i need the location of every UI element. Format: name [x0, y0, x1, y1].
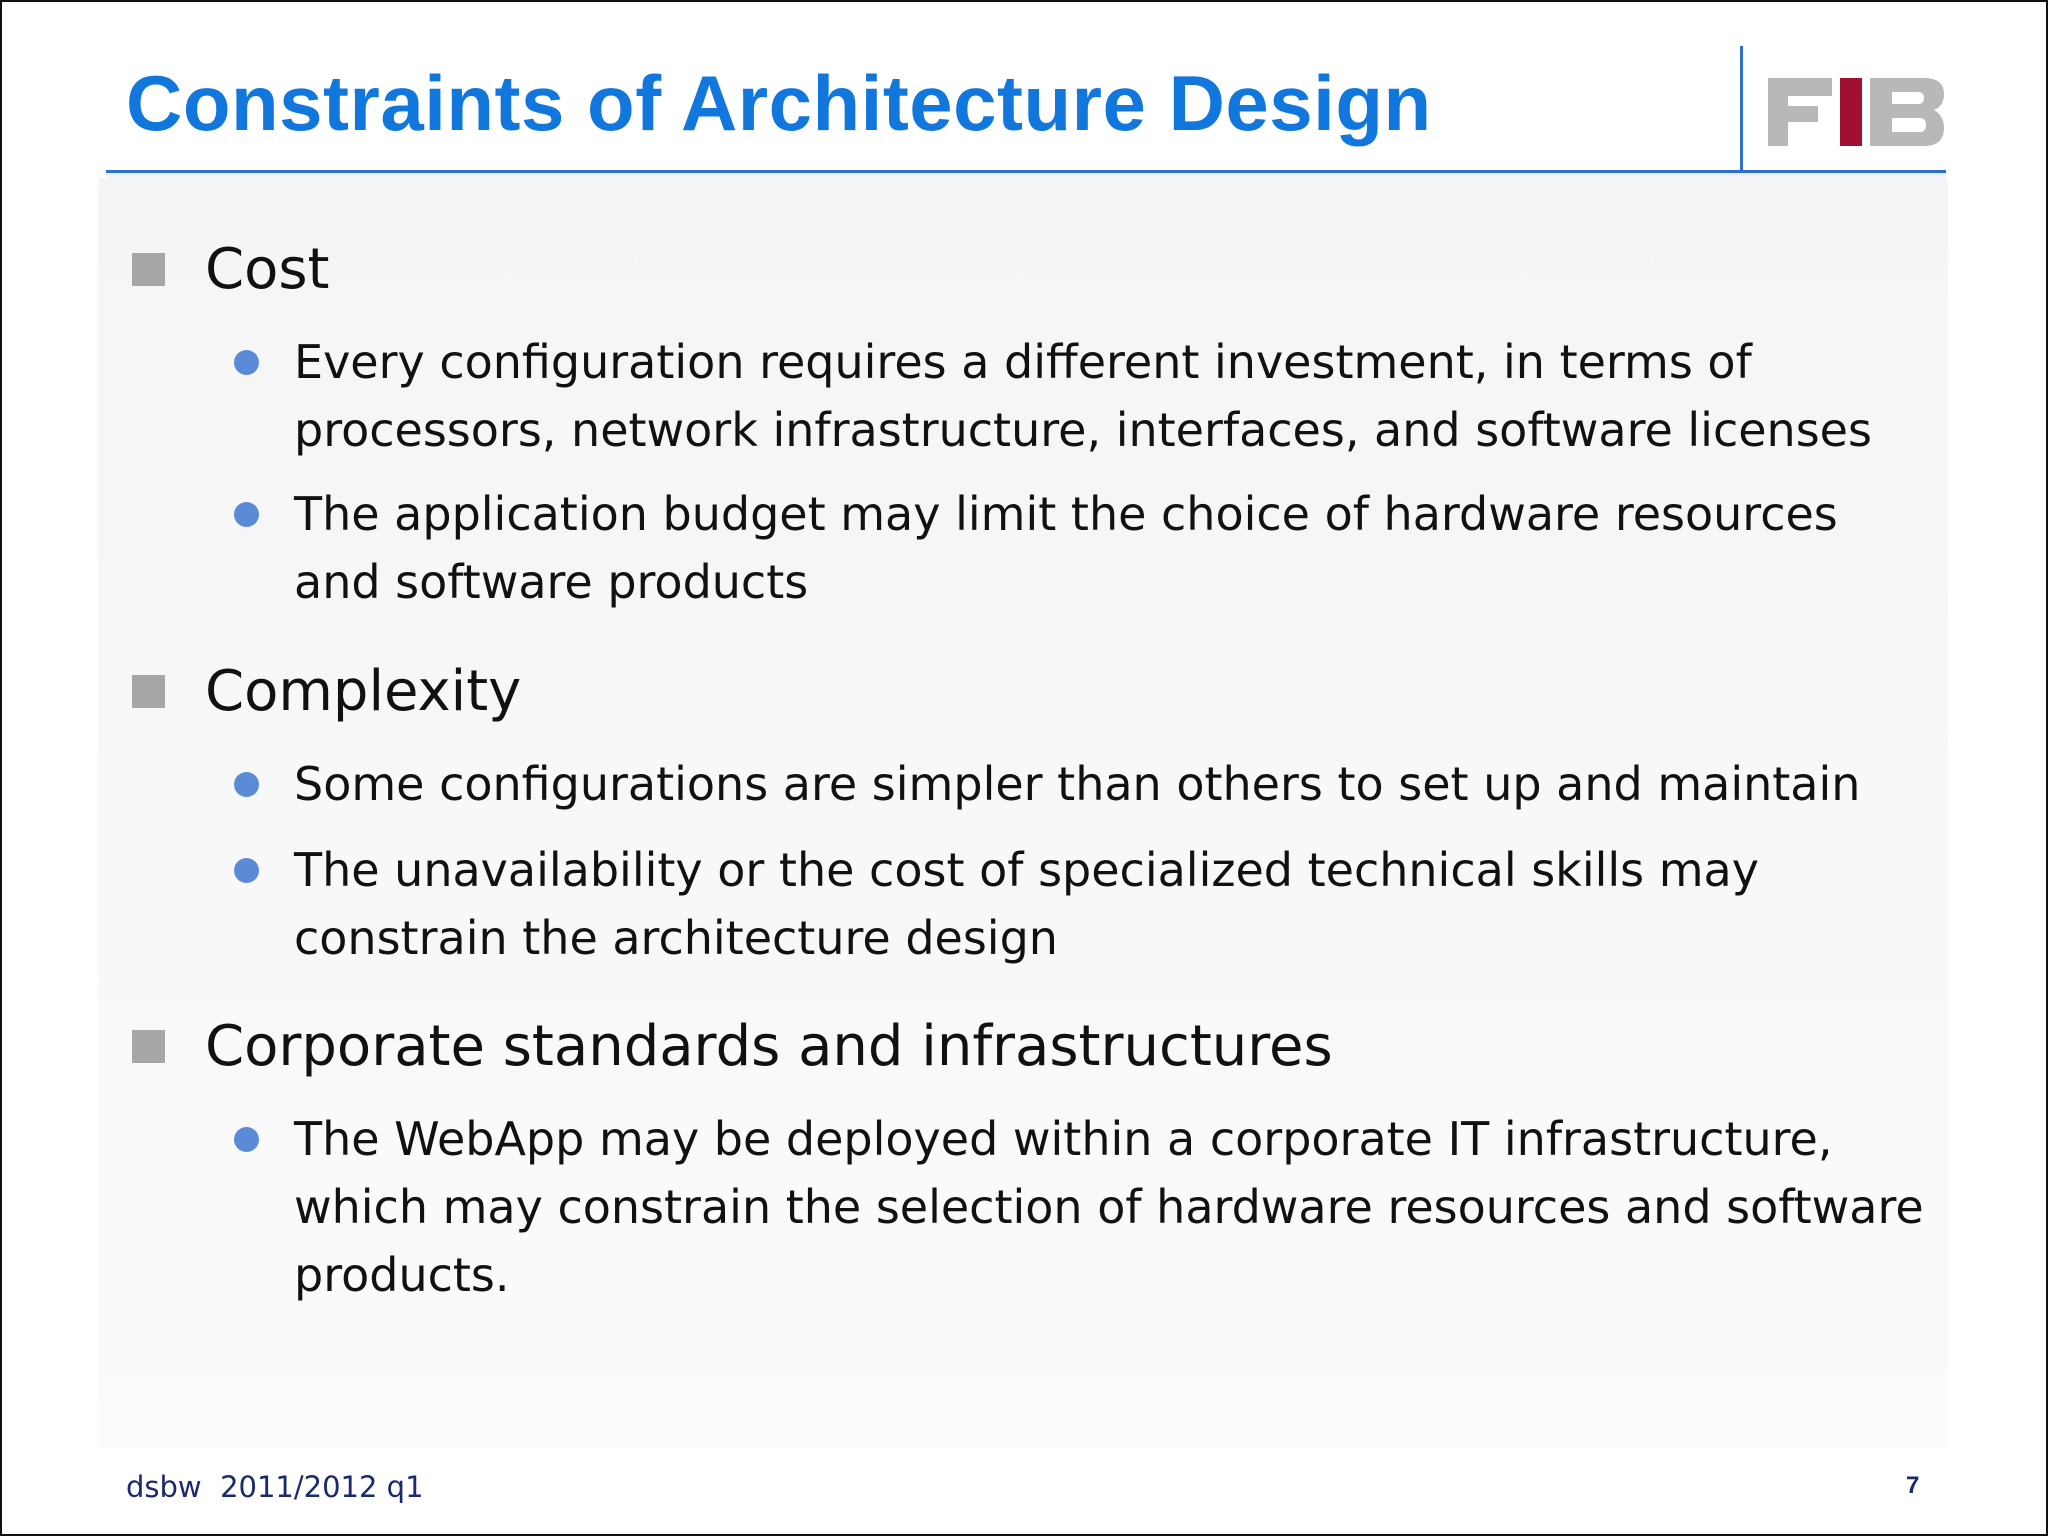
- logo-letter-i: [1840, 78, 1862, 146]
- list-item-text: Every configuration requires a different investment, in terms of processors, network infrastructure, interfaces, and software licenses: [294, 335, 1872, 457]
- dot-bullet-icon: [234, 772, 259, 797]
- square-bullet-icon: [132, 675, 165, 708]
- list-item: [234, 480, 1934, 616]
- list-item: [234, 750, 1934, 818]
- fib-logo: [1768, 76, 1944, 148]
- section-heading-complexity: [132, 658, 521, 726]
- list-item: [234, 1105, 1934, 1309]
- dot-bullet-icon: [234, 858, 259, 883]
- square-bullet-icon: [132, 1030, 165, 1063]
- dot-bullet-icon: [234, 350, 259, 375]
- section-heading-text: Corporate standards and infrastructures: [205, 1014, 1333, 1079]
- dot-bullet-icon: [234, 1127, 259, 1152]
- list-item: [234, 836, 1934, 972]
- section-heading-corporate-standards: [132, 1013, 1333, 1081]
- square-bullet-icon: [132, 253, 165, 286]
- list-item: [234, 328, 1934, 464]
- page-number: 7: [1906, 1472, 1920, 1499]
- section-heading-cost: [132, 236, 330, 304]
- logo-letter-b: [1870, 78, 1944, 146]
- section-heading-text: Complexity: [205, 659, 522, 724]
- title-underline-shadow: [106, 173, 1946, 181]
- slide-title: Constraints of Architecture Design: [126, 59, 1432, 147]
- list-item-text: The unavailability or the cost of specialized technical skills may constrain the architecture design: [294, 843, 1759, 965]
- list-item-text: The WebApp may be deployed within a corporate IT infrastructure, which may constrain the selection of hardware resources and software products.: [294, 1112, 1924, 1302]
- dot-bullet-icon: [234, 502, 259, 527]
- footer-course-label: dsbw 2011/2012 q1: [126, 1470, 424, 1504]
- logo-letter-f: [1768, 78, 1832, 146]
- logo-divider: [1740, 46, 1743, 172]
- section-heading-text: Cost: [205, 237, 330, 302]
- list-item-text: The application budget may limit the choice of hardware resources and software products: [294, 487, 1838, 609]
- list-item-text: Some configurations are simpler than others to set up and maintain: [294, 757, 1861, 811]
